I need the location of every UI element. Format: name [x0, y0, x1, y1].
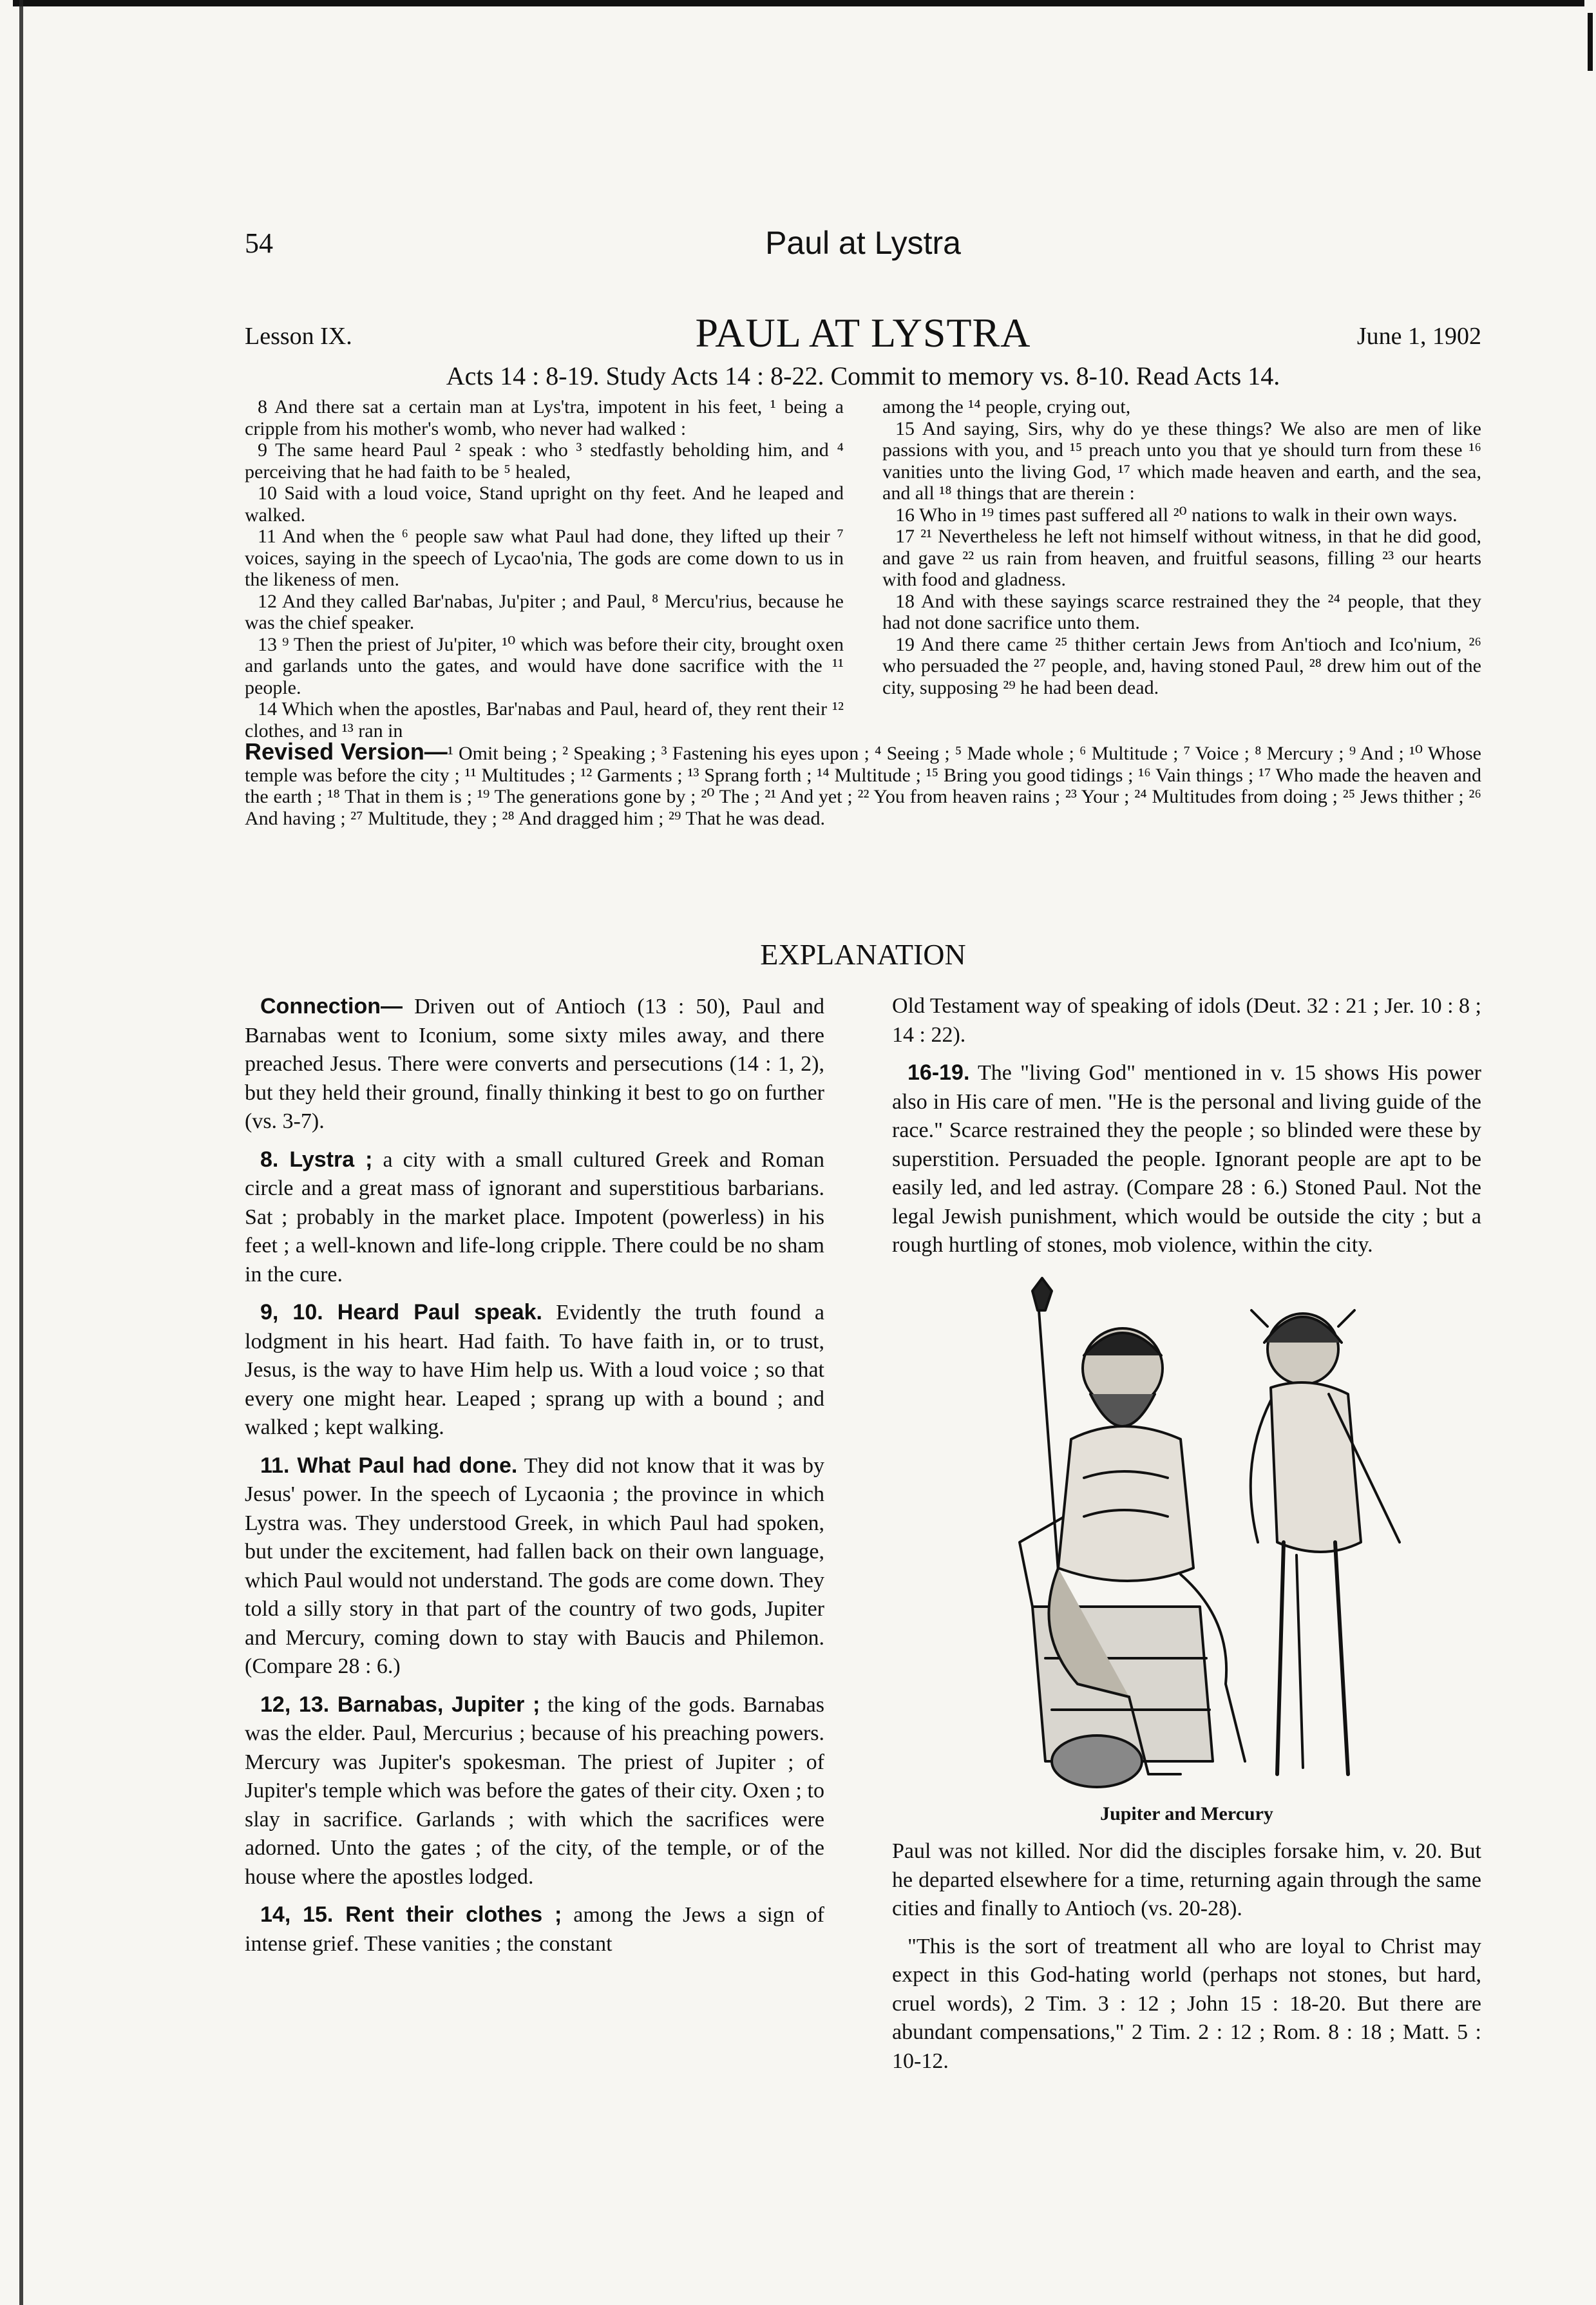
paragraph-text: the king of the gods. Barnabas was the elder. Paul, Mercurius ; because of his preaching powers. Mercury was Jupiter's spokesman. The priest of Jupiter ; of Jupiter's temple which was before the gates of their city. Oxen ; to slay in sacrifice. Garlands ; with which the sacrifices were adorned. Unto the gates ; of the city, of the temple, or of the house where the apostles lodged. [245, 1692, 825, 1889]
explanation-right-column [892, 992, 1481, 2085]
verse: 8 And there sat a certain man at Lys'tra, impotent in his feet, ¹ being a cripple from his mother's womb, who never had walked : [245, 396, 844, 439]
verse: 15 And saying, Sirs, why do ye these things? We also are men of like passions with you, and ¹⁵ preach unto you that ye should turn from these ¹⁶ vanities unto the living God, ¹⁷ which made heaven and earth, and the sea, and all ¹⁸ things that are therein : [882, 417, 1481, 504]
jupiter-mercury-engraving [936, 1272, 1438, 1800]
lesson-number: Lesson IX. [245, 323, 352, 350]
verse: 13 ⁹ Then the priest of Ju'piter, ¹⁰ which was before their city, brought oxen and garlands unto the gates, and would have done sacrifice with the ¹¹ people. [245, 633, 844, 698]
explanation-paragraph [245, 1451, 824, 1681]
verse: 10 Said with a loud voice, Stand upright on thy feet. And he leaped and walked. [245, 483, 844, 526]
paragraph-head: 9, 10. Heard Paul speak. [260, 1300, 542, 1325]
paragraph-head: 14, 15. Rent their clothes ; [260, 1902, 562, 1927]
lesson-header [245, 303, 1481, 354]
lesson-date: June 1, 1902 [1356, 323, 1481, 350]
paragraph-head: Connection— [260, 994, 403, 1019]
paragraph-head: 16-19. [907, 1060, 970, 1085]
verse: among the ¹⁴ people, crying out, [882, 396, 1131, 417]
revised-version-label: Revised Version— [245, 738, 448, 765]
paragraph-text: Paul was not killed. Nor did the disciples forsake him, v. 20. But he departed elsewhere for a time, returning again through the same cities and finally to Antioch (vs. 20-28). [892, 1839, 1481, 1920]
verse: 17 ²¹ Nevertheless he left not himself without witness, in that he did good, and gave ²² us rain from heaven, and fruitful seasons, filling ²³ our hearts with food and gladness. [882, 526, 1481, 590]
explanation-heading: EXPLANATION [760, 938, 966, 971]
page [245, 219, 1481, 2261]
scan-top-border [13, 0, 1584, 6]
revised-version-notes [245, 738, 1481, 829]
verse: 18 And with these sayings scarce restrained they the ²⁴ people, that they had not done sacrifice unto them. [882, 590, 1481, 633]
explanation-paragraph [245, 992, 824, 1136]
paragraph-text: Driven out of Antioch (13 : 50), Paul and Barnabas went to Iconium, some sixty miles away, and there preached Jesus. There were converts and persecutions (14 : 1, 2), but they held their ground, finally thinking it best to go on further (vs. 3-7). [245, 995, 824, 1133]
paragraph-head: 8. Lystra ; [260, 1147, 373, 1172]
explanation-paragraph [892, 1933, 1481, 2076]
verse: 11 And when the ⁶ people saw what Paul had done, they lifted up their ⁷ voices, saying in the speech of Lycao'nia, The gods are come down to us in the likeness of men. [245, 526, 844, 590]
verses-right-column [882, 396, 1481, 698]
verses-left-column [245, 396, 844, 741]
paragraph-text: The "living God" mentioned in v. 15 shows His power also in His care of men. "He is the personal and living guide of the race." Scarce restrained they the people ; so blinded were these by superstition. Persuaded the people. Ignorant people are apt to be easily led, and led astray. (Compare 28 : 6.) Stoned Paul. Not the legal Jewish punishment, which would be outside the city ; but a rough hurtling of stones, mob violence, within the city. [892, 1061, 1481, 1257]
paragraph-text: "This is the sort of treatment all who are loyal to Christ may expect in this God-hating world (perhaps not stones, but hard, cruel words), 2 Tim. 3 : 12 ; John 15 : 18-20. But there are abundant compensations," 2 Tim. 2 : 12 ; Rom. 8 : 18 ; Matt. 5 : 10-12. [892, 1934, 1481, 2073]
explanation-paragraph [245, 1298, 824, 1442]
running-head [245, 219, 1481, 277]
paragraph-text: among the Jews a sign of intense grief. These vanities ; the constant [245, 1903, 825, 1956]
verse: 14 Which when the apostles, Bar'nabas and Paul, heard of, they rent their ¹² clothes, and ¹³ ran in [245, 698, 844, 741]
figure-caption: Jupiter and Mercury [1100, 1803, 1273, 1824]
explanation-paragraph [892, 992, 1481, 1049]
verse: 9 The same heard Paul ² speak : who ³ stedfastly beholding him, and ⁴ perceiving that he had faith to be ⁵ healed, [245, 439, 844, 483]
explanation-paragraph [245, 1145, 824, 1290]
verse: 12 And they called Bar'nabas, Ju'piter ; and Paul, ⁸ Mercu'rius, because he was the chief speaker. [245, 590, 844, 633]
running-title: Paul at Lystra [765, 225, 961, 261]
scan-left-border [19, 0, 23, 2305]
paragraph-head: 12, 13. Barnabas, Jupiter ; [260, 1692, 540, 1717]
explanation-paragraph [245, 1690, 824, 1892]
revised-version-text: ¹ Omit being ; ² Speaking ; ³ Fastening his eyes upon ; ⁴ Seeing ; ⁵ Made whole ; ⁶ Multitude ; ⁷ Voice ; ⁸ Mercury ; ⁹ And ; ¹⁰ Whose temple was before the city ; ¹¹ Multitudes ; ¹² Garments ; ¹³ Sprang forth ; ¹⁴ Multitude ; ¹⁵ Bring you good tidings ; ¹⁶ Vain things ; ¹⁷ Who made the heaven and the earth ; ¹⁸ That in them is ; ¹⁹ The generations gone by ; ²⁰ The ; ²¹ And yet ; ²² You from heaven rains ; ²³ Your ; ²⁴ Multitudes from doing ; ²⁵ Jews thither ; ²⁶ And having ; ²⁷ Multitude, they ; ²⁸ And dragged him ; ²⁹ That he was dead. [245, 743, 1481, 829]
verse: 16 Who in ¹⁹ times past suffered all ²⁰ nations to walk in their own ways. [895, 504, 1458, 526]
scripture-text [245, 396, 1481, 741]
scripture-references: Acts 14 : 8-19. Study Acts 14 : 8-22. Commit to memory vs. 8-10. Read Acts 14. [446, 361, 1280, 390]
explanation-paragraph [245, 1900, 824, 1958]
paragraph-text: They did not know that it was by Jesus' power. In the speech of Lycaonia ; the province in which Lystra was. They understood Greek, in which Paul had spoken, but under the excitement, had fallen back on their own language, which Paul would not understand. The gods are come down. They told a silly story in that part of the country of two gods, Jupiter and Mercury, coming down to stay with Baucis and Philemon. (Compare 28 : 6.) [245, 1453, 824, 1678]
engraving-illustration [936, 1272, 1438, 1800]
explanation-left-column [245, 992, 824, 1967]
explanation-paragraph [892, 1058, 1481, 1260]
paragraph-head: 11. What Paul had done. [260, 1453, 518, 1478]
paragraph-text: Evidently the truth found a lodgment in his heart. Had faith. To have faith in, or to trust, Jesus, is the way to have Him help us. With a loud voice ; so that every one might hear. Leaped ; sprang up with a bound ; and walked ; kept walking. [245, 1301, 825, 1439]
page-number: 54 [245, 227, 273, 259]
paragraph-text: a city with a small cultured Greek and Roman circle and a great mass of ignorant and superstitious barbarians. Sat ; probably in the market place. Impotent (powerless) in his feet ; a well-known and life-long cripple. There could be no sham in the cure. [245, 1147, 824, 1286]
verse: 19 And there came ²⁵ thither certain Jews from An'tioch and Ico'nium, ²⁶ who persuaded the ²⁷ people, and, having stoned Paul, ²⁸ drew him out of the city, supposing ²⁹ he had been dead. [882, 633, 1481, 698]
scan-right-mark [1588, 13, 1593, 71]
lesson-title: PAUL AT LYSTRA [695, 310, 1031, 356]
paragraph-text: Old Testament way of speaking of idols (Deut. 32 : 21 ; Jer. 10 : 8 ; 14 : 22). [892, 994, 1481, 1047]
explanation-paragraph [892, 1837, 1481, 1924]
